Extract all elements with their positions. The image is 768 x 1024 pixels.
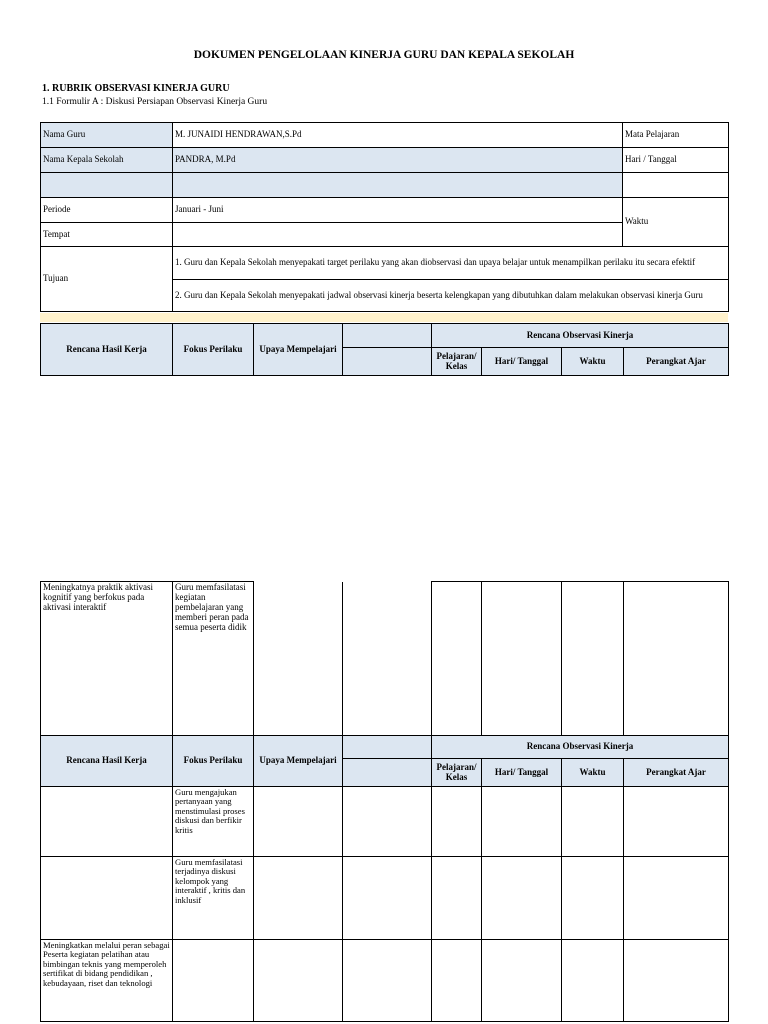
table-row <box>41 582 729 736</box>
header-upaya-mempelajari: Upaya Mempelajari <box>254 736 343 787</box>
observation-header-2 <box>40 735 729 787</box>
tempat-label: Tempat <box>41 223 173 247</box>
header-empty <box>343 736 432 759</box>
table-row <box>41 940 729 1022</box>
header-empty-2 <box>343 759 432 787</box>
header-fokus-perilaku: Fokus Perilaku <box>173 324 254 376</box>
header-fokus-perilaku: Fokus Perilaku <box>173 736 254 787</box>
periode-label: Periode <box>41 198 173 223</box>
perangkat-cell[interactable] <box>624 857 729 940</box>
waktu-cell[interactable] <box>562 940 624 1022</box>
waktu-cell[interactable] <box>562 787 624 857</box>
hari-cell[interactable] <box>482 582 562 736</box>
tujuan-label: Tujuan <box>41 247 173 312</box>
fokus-cell[interactable] <box>173 940 254 1022</box>
hari-cell[interactable] <box>482 857 562 940</box>
empty-cell[interactable] <box>343 787 432 857</box>
rhk-cell[interactable]: Meningkatkan melalui peran sebagai Peserta kegiatan pelatihan atau bimbingan teknis yang memperoleh sertifikat di bidang pendidikan , kebudayaan, riset dan teknologi <box>41 940 173 1022</box>
waktu-cell[interactable] <box>562 857 624 940</box>
empty-value-cell[interactable] <box>173 173 623 198</box>
fokus-cell[interactable]: Guru memfasilatasi kegiatan pembelajaran yang memberi peran pada semua peserta didik <box>173 582 254 736</box>
header-empty-2 <box>343 348 432 376</box>
header-pelajaran-kelas: Pelajaran/ Kelas <box>432 348 482 376</box>
perangkat-cell[interactable] <box>624 787 729 857</box>
header-hari-tanggal: Hari/ Tanggal <box>482 348 562 376</box>
empty-right-cell[interactable] <box>623 173 729 198</box>
upaya-cell[interactable] <box>254 940 343 1022</box>
subsection-heading: 1.1 Formulir A : Diskusi Persiapan Observasi Kinerja Guru <box>42 97 268 107</box>
pelajaran-cell[interactable] <box>432 857 482 940</box>
nama-guru-label: Nama Guru <box>41 123 173 148</box>
upaya-cell[interactable] <box>254 582 343 736</box>
observation-table-2 <box>40 786 729 1022</box>
empty-label-cell <box>41 173 173 198</box>
pelajaran-cell[interactable] <box>432 787 482 857</box>
rhk-cell[interactable] <box>41 857 173 940</box>
header-waktu: Waktu <box>562 759 624 787</box>
header-hari-tanggal: Hari/ Tanggal <box>482 759 562 787</box>
tujuan-item-1: 1. Guru dan Kepala Sekolah menyepakati target perilaku yang akan diobservasi dan upaya belajar untuk menampilkan perilaku itu secara efektif <box>173 247 729 280</box>
nama-kepsek-label: Nama Kepala Sekolah <box>41 148 173 173</box>
fokus-cell[interactable]: Guru mengajukan pertanyaan yang menstimulasi proses diskusi dan berfikir kritis <box>173 787 254 857</box>
waktu-cell[interactable] <box>562 582 624 736</box>
observation-header-1 <box>40 323 729 376</box>
header-perangkat-ajar: Perangkat Ajar <box>624 348 729 376</box>
tujuan-item-2: 2. Guru dan Kepala Sekolah menyepakati jadwal observasi kinerja beserta kelengkapan yang dibutuhkan dalam melakukan observasi kinerja Guru <box>173 280 729 312</box>
upaya-cell[interactable] <box>254 787 343 857</box>
pelajaran-cell[interactable] <box>432 940 482 1022</box>
hari-cell[interactable] <box>482 940 562 1022</box>
header-upaya-mempelajari: Upaya Mempelajari <box>254 324 343 376</box>
rhk-cell[interactable]: Meningkatnya praktik aktivasi kognitif yang berfokus pada aktivasi interaktif <box>41 582 173 736</box>
perangkat-cell[interactable] <box>624 940 729 1022</box>
empty-cell[interactable] <box>343 940 432 1022</box>
document-title: DOKUMEN PENGELOLAAN KINERJA GURU DAN KEPALA SEKOLAH <box>193 49 575 61</box>
header-rencana-observasi: Rencana Observasi Kinerja <box>432 736 729 759</box>
table-row <box>41 787 729 857</box>
header-empty <box>343 324 432 348</box>
nama-guru-value[interactable]: M. JUNAIDI HENDRAWAN,S.Pd <box>173 123 623 148</box>
nama-kepsek-value[interactable]: PANDRA, M.Pd <box>173 148 623 173</box>
tempat-value[interactable] <box>173 223 623 247</box>
header-pelajaran-kelas: Pelajaran/ Kelas <box>432 759 482 787</box>
hari-cell[interactable] <box>482 787 562 857</box>
table-row <box>41 857 729 940</box>
observation-table-1 <box>40 581 729 736</box>
periode-value[interactable]: Januari - Juni <box>173 198 623 223</box>
header-rencana-hasil-kerja: Rencana Hasil Kerja <box>41 324 173 376</box>
mata-pelajaran-label: Mata Pelajaran <box>623 123 729 148</box>
header-waktu: Waktu <box>562 348 624 376</box>
section-heading: 1. RUBRIK OBSERVASI KINERJA GURU <box>42 83 230 94</box>
info-table <box>40 122 729 312</box>
fokus-cell[interactable]: Guru memfasilatasi terjadinya diskusi kelompok yang interaktif , kritis dan inklusif <box>173 857 254 940</box>
rhk-cell[interactable] <box>41 787 173 857</box>
header-rencana-hasil-kerja: Rencana Hasil Kerja <box>41 736 173 787</box>
hari-tanggal-label: Hari / Tanggal <box>623 148 729 173</box>
waktu-label: Waktu <box>623 198 729 247</box>
perangkat-cell[interactable] <box>624 582 729 736</box>
header-perangkat-ajar: Perangkat Ajar <box>624 759 729 787</box>
pelajaran-cell[interactable] <box>432 582 482 736</box>
empty-cell[interactable] <box>343 857 432 940</box>
highlight-strip <box>40 313 728 322</box>
empty-cell[interactable] <box>343 582 432 736</box>
upaya-cell[interactable] <box>254 857 343 940</box>
header-rencana-observasi: Rencana Observasi Kinerja <box>432 324 729 348</box>
